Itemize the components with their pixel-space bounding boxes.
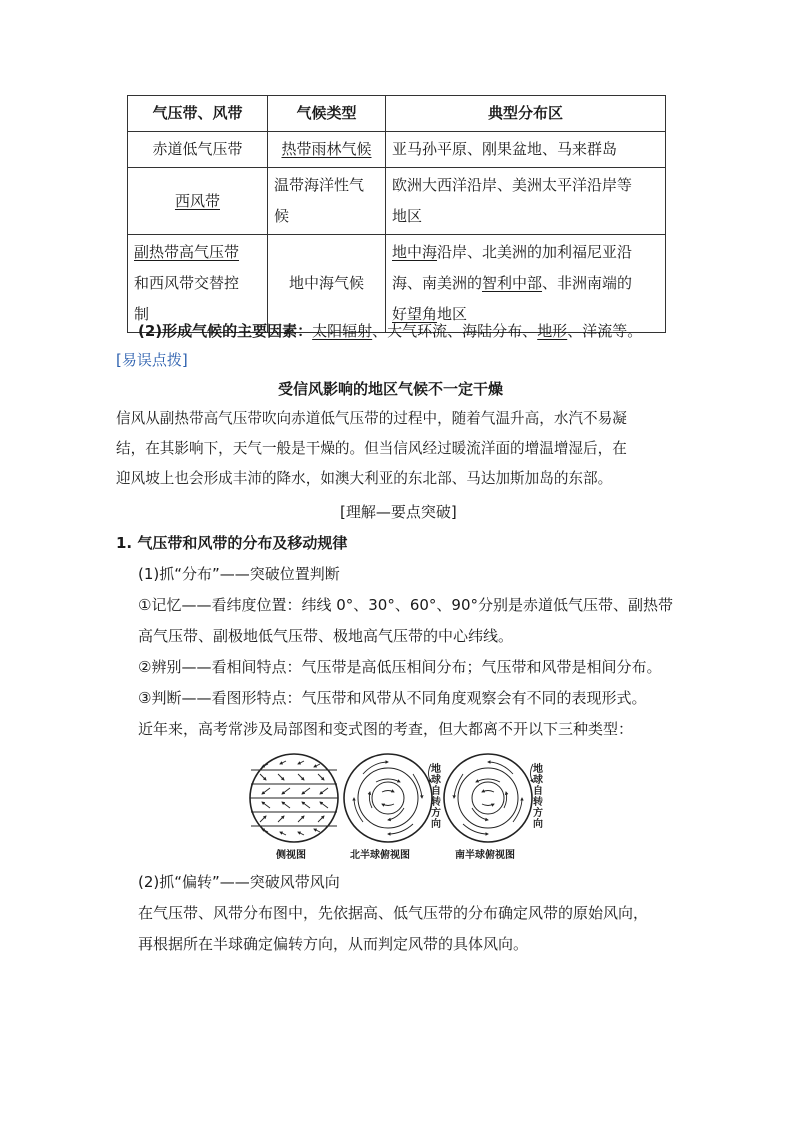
cell-region: 亚马孙平原、刚果盆地、马来群岛 (386, 132, 666, 168)
cell-belt: 副热带高气压带 和西风带交替控 制 (128, 235, 268, 333)
body-line: ①记忆——看纬度位置：纬线 0°、30°、60°、90°分别是赤道低气压带、副热带 (138, 596, 674, 614)
tip-title: 受信风影响的地区气候不一定干燥 (278, 380, 504, 398)
body-line: 在气压带、风带分布图中，先依据高、低气压带的分布确定风带的原始风向， (138, 904, 649, 922)
tip-tag: [易误点拨] (116, 351, 188, 369)
factors-line: (2)形成气候的主要因素：太阳辐射、大气环流、海陆分布、地形、洋流等。 (138, 322, 643, 340)
body-line: 再根据所在半球确定偏转方向，从而判定风带的具体风向。 (138, 935, 529, 953)
sub-heading: (2)抓“偏转”——突破风带风向 (138, 873, 340, 891)
south-view-diagram (444, 754, 532, 842)
cell-climate: 温带海洋性气 候 (268, 168, 386, 235)
tip-line: 信风从副热带高气压带吹向赤道低气压带的过程中，随着气温升高，水汽不易凝 (116, 410, 627, 427)
caption-north-view: 北半球俯视图 (350, 850, 410, 861)
section-heading: [理解—要点突破] (340, 503, 457, 521)
cell-belt: 赤道低气压带 (128, 132, 268, 168)
table-row (128, 168, 666, 235)
table-row (128, 132, 666, 168)
sub-heading: (1)抓“分布”——突破位置判断 (138, 565, 340, 583)
north-view-diagram (344, 754, 432, 842)
body-line: 高气压带、副极地低气压带、极地高气压带的中心纬线。 (138, 627, 514, 645)
side-view-diagram (250, 754, 338, 842)
header-region: 典型分布区 (386, 96, 666, 132)
caption-south-view: 南半球俯视图 (455, 850, 515, 861)
item-heading: 1. 气压带和风带的分布及移动规律 (116, 534, 348, 552)
climate-table (127, 95, 666, 333)
body-line: ③判断——看图形特点：气压带和风带从不同角度观察会有不同的表现形式。 (138, 689, 647, 707)
header-climate: 气候类型 (268, 96, 386, 132)
table-row (128, 235, 666, 333)
tip-line: 结，在其影响下，天气一般是干燥的。但当信风经过暖流洋面的增温增湿后，在 (116, 440, 627, 457)
body-line: ②辨别——看相间特点：气压带是高低压相间分布；气压带和风带是相间分布。 (138, 658, 662, 676)
rotation-label-s: 地球自转方向 (533, 764, 543, 830)
tip-line: 迎风坡上也会形成丰沛的降水，如澳大利亚的东北部、马达加斯加岛的东部。 (116, 470, 613, 487)
rotation-label-n: 地球自转方向 (431, 764, 441, 830)
cell-climate: 热带雨林气候 (281, 140, 372, 158)
body-line: 近年来，高考常涉及局部图和变式图的考查，但大都离不开以下三种类型： (138, 720, 634, 738)
table-header-row (128, 96, 666, 132)
header-belt: 气压带、风带 (128, 96, 268, 132)
cell-region: 地中海沿岸、北美洲的加利福尼亚沿 海、南美洲的智利中部、非洲南端的 好望角地区 (386, 235, 666, 333)
cell-climate: 地中海气候 (268, 235, 386, 333)
cell-region: 欧洲大西洋沿岸、美洲太平洋沿岸等 地区 (386, 168, 666, 235)
pressure-belt-figure (248, 752, 548, 864)
cell-belt: 西风带 (174, 191, 220, 210)
caption-side-view: 侧视图 (276, 850, 306, 861)
